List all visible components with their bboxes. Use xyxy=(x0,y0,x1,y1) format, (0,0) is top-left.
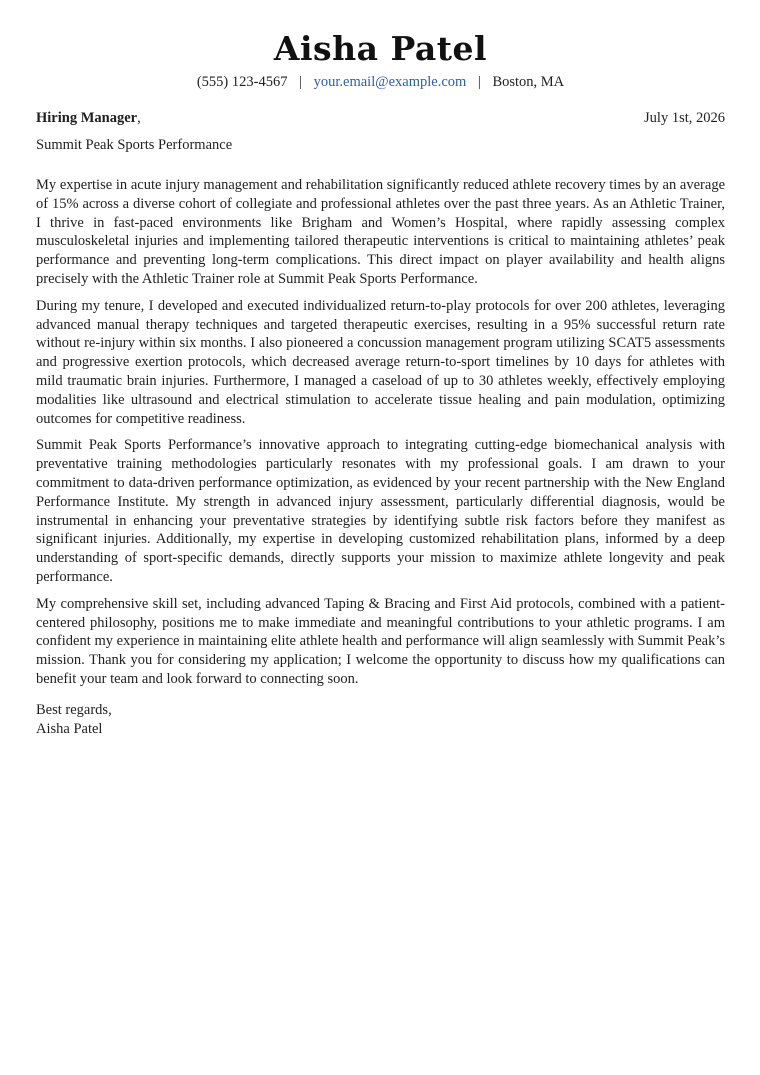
email-link[interactable]: your.email@example.com xyxy=(313,74,467,90)
recipient-name: Hiring Manager xyxy=(36,110,138,126)
signature-name: Aisha Patel xyxy=(36,720,103,737)
recipient-company: Summit Peak Sports Performance xyxy=(36,137,233,153)
paragraph: Summit Peak Sports Performance’s innovative approach to integrating cutting-edge biomechanical analysis with preventative training methodologies particularly resonates with my professional goals. I am drawn to your commitment to data-driven performance optimization, as evidenced by your recent partnership with the New England Performance Institute. My strength in advanced injury assessment, particularly differential diagnosis, would be instrumental in enhancing your preventative strategies by identifying subtle risk factors before they manifest as significant injuries. Additionally, my expertise in developing customized rehabilitation plans, informed by a deep understanding of sport-specific demands, directly supports your mission to maximize athlete longevity and peak performance. xyxy=(36,437,725,585)
phone-number: (555) 123-4567 xyxy=(196,74,288,90)
letter-date: July 1st, 2026 xyxy=(644,110,725,126)
separator: | xyxy=(299,74,302,90)
paragraph: My comprehensive skill set, including advanced Taping & Bracing and First Aid protocols, combined with a patient-centered philosophy, positions me to make immediate and meaningful contributions to your athletic programs. I am confident my experience in maintaining elite athlete health and performance will align seamlessly with Summit Peak’s mission. Thank you for considering my application; I welcome the opportunity to discuss how my qualifications can benefit your team and look forward to connecting soon. xyxy=(36,595,725,687)
recipient-line: Hiring Manager, xyxy=(36,110,141,126)
location: Boston, MA xyxy=(492,74,565,90)
paragraph: My expertise in acute injury management and rehabilitation significantly reduced athlete recovery times by an average of 15% across a diverse cohort of collegiate and professional athletes over the past three years. As an Athletic Trainer, I thrive in fast-paced environments like Brigham and Women’s Hospital, where rapidly assessing complex musculoskeletal injuries and implementing tailored therapeutic interventions is critical to maintaining athletes’ peak performance and preventing long-term complications. This direct impact on player availability and health aligns precisely with the Athletic Trainer role at Summit Peak Sports Performance. xyxy=(36,177,725,287)
cover-letter-page xyxy=(36,0,725,738)
separator: | xyxy=(477,74,481,90)
closing-salutation: Best regards, xyxy=(36,701,112,718)
closing-block xyxy=(36,701,725,739)
applicant-name: Aisha Patel xyxy=(273,29,488,68)
contact-line xyxy=(36,73,725,91)
letter-body xyxy=(36,176,725,689)
paragraph: During my tenure, I developed and executed individualized return-to-play protocols for over 200 athletes, leveraging advanced manual therapy techniques and targeted therapeutic exercises, resulting in a 95% successful return rate without re-injury within six months. I also pioneered a concussion management program utilizing SCAT5 assessments and progressive exertion protocols, which decreased average return-to-sport timelines by 10 days for athletes with mild traumatic brain injuries. Furthermore, I managed a caseload of up to 30 athletes weekly, effectively employing modalities like ultrasound and electrical stimulation to accelerate tissue healing and pain modulation, optimizing outcomes for competitive readiness. xyxy=(36,297,725,427)
recipient-date-row xyxy=(36,109,725,127)
